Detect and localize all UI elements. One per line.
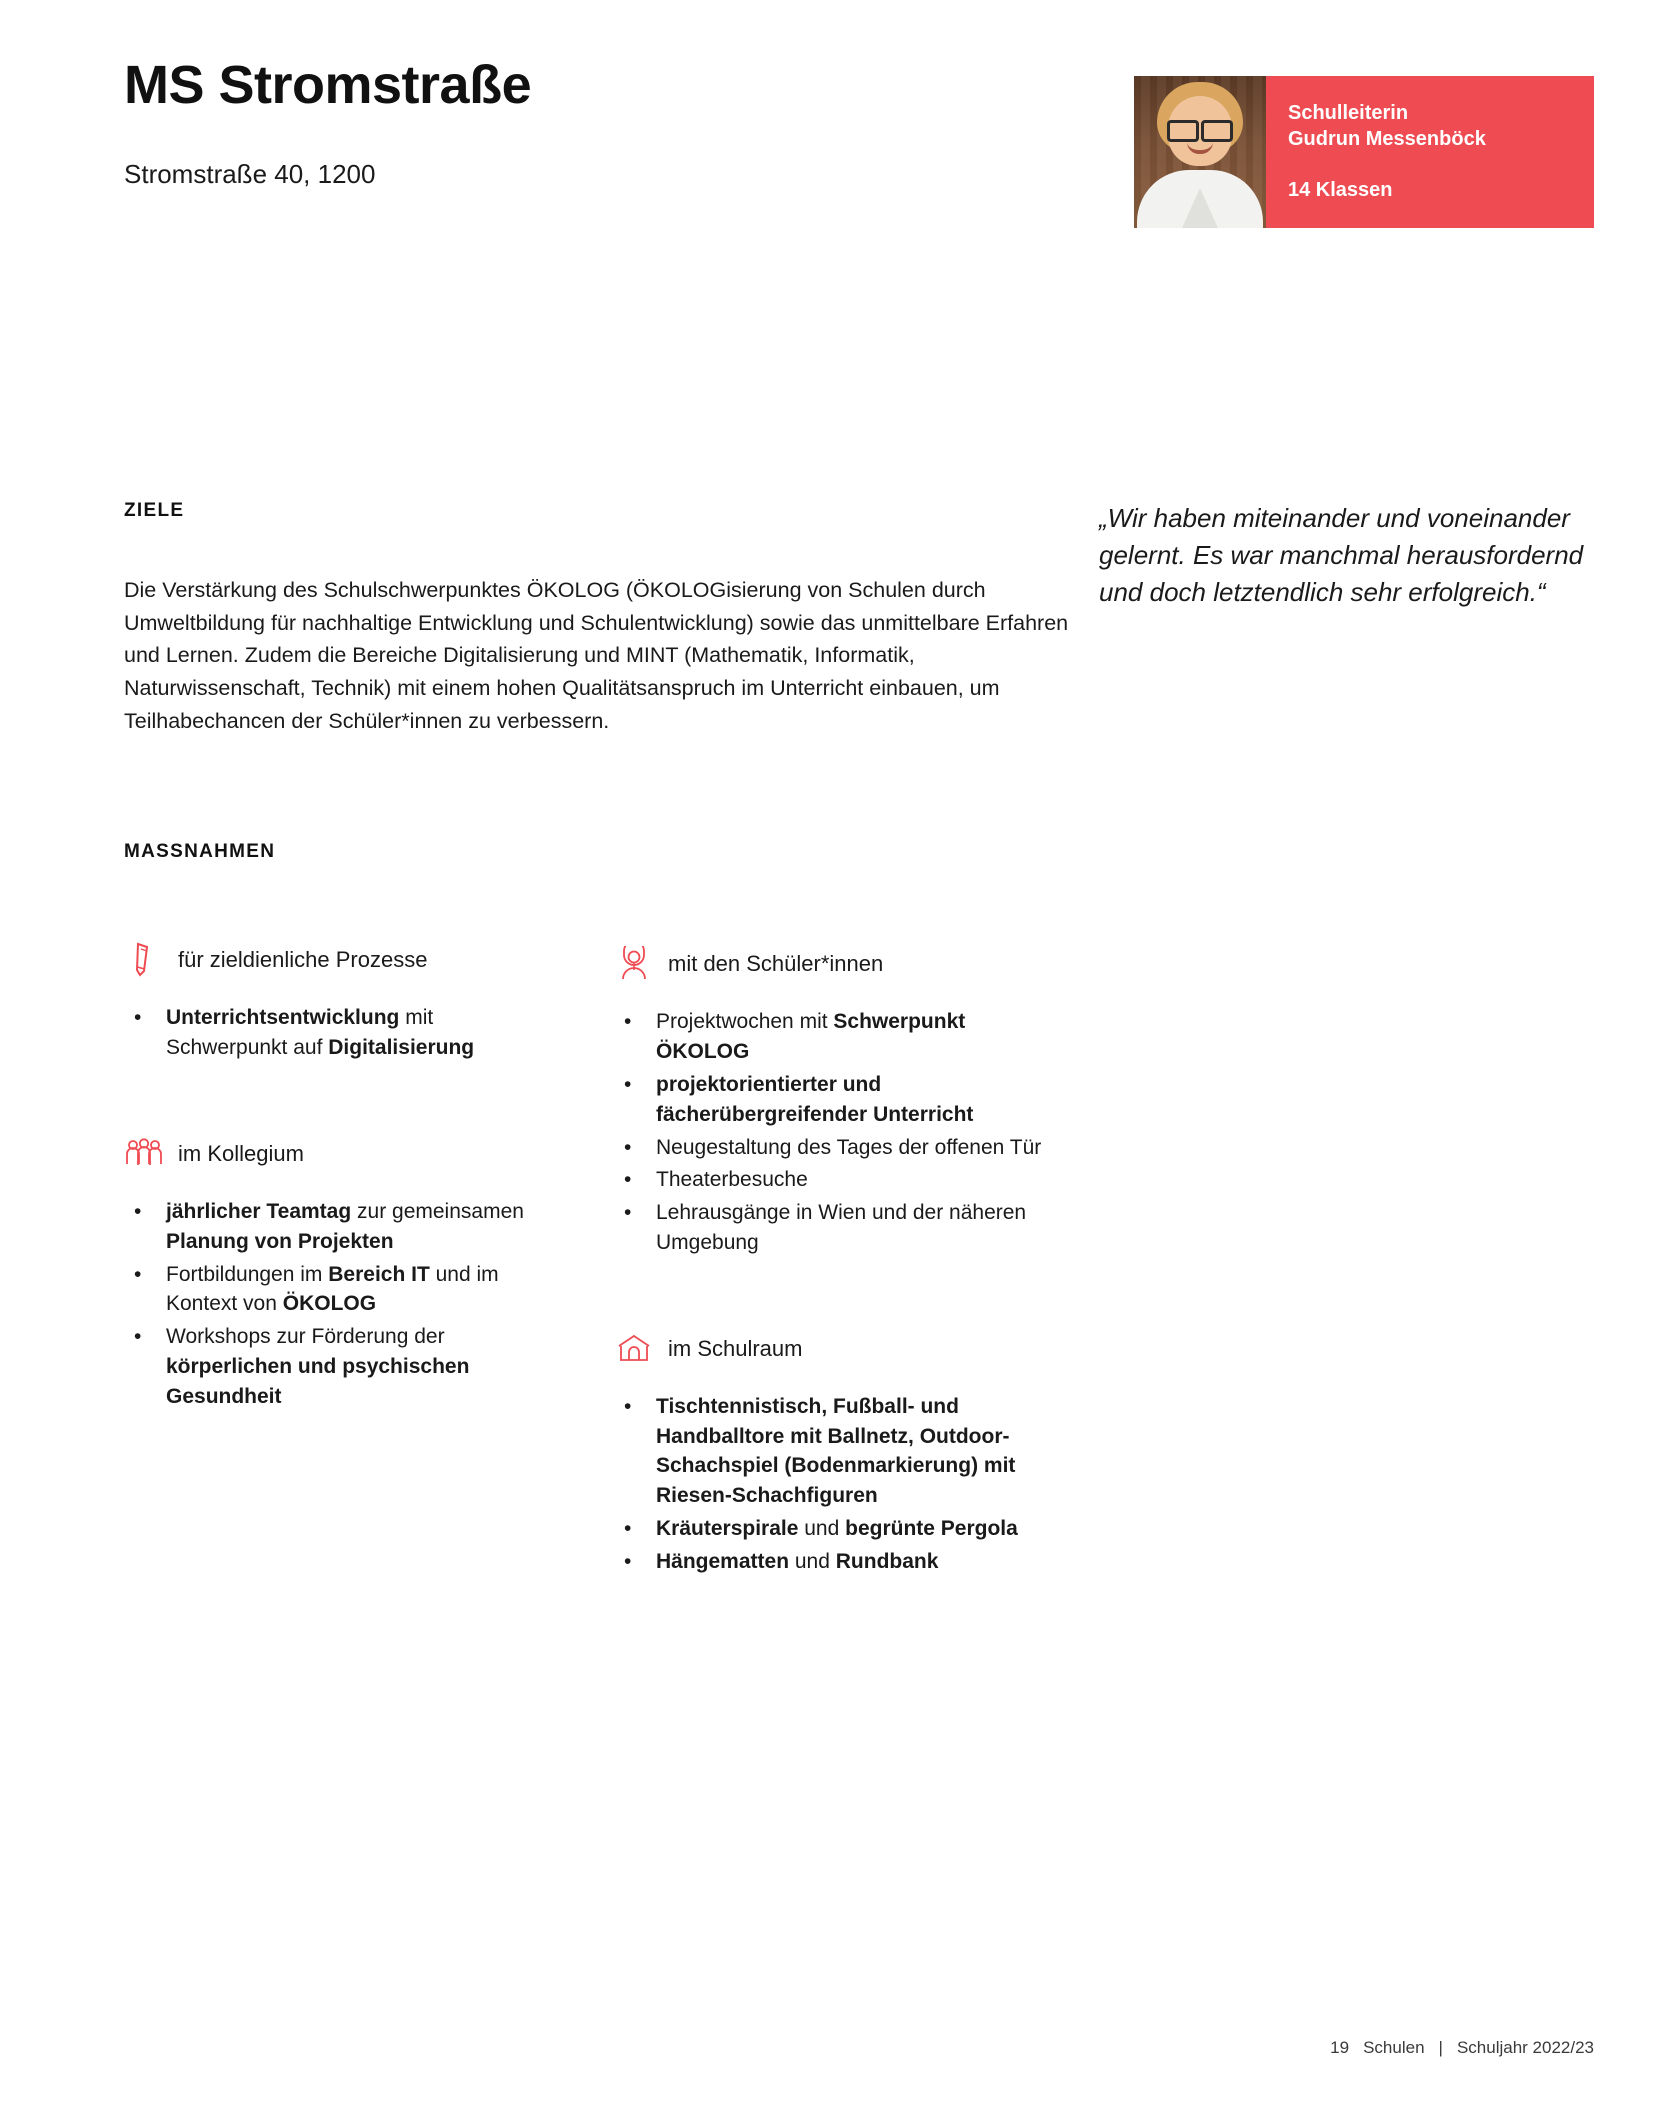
student-icon [614, 943, 654, 985]
measures-column-right [614, 943, 1044, 1622]
list-item: • jährlicher Teamtag zur gemeinsamen Planung von Projekten [124, 1197, 544, 1257]
measures-column-left [124, 939, 544, 1457]
list-item: • Fortbildungen im Bereich IT und im Kontext von ÖKOLOG [124, 1260, 544, 1320]
principal-name: Gudrun Messenböck [1288, 128, 1486, 151]
measure-group-header [124, 1133, 544, 1175]
list-item: • Kräuterspirale und begrünte Pergola [614, 1514, 1044, 1544]
principal-photo [1134, 76, 1266, 228]
photo-collar [1182, 188, 1218, 228]
list-item: • projektorientierter und fächerübergreifender Unterricht [614, 1070, 1044, 1130]
measure-group-school-space [614, 1328, 1044, 1577]
goals-text: Die Verstärkung des Schulschwerpunktes ÖKOLOG (ÖKOLOGisierung von Schulen durch Umweltbildung für nachhaltige Entwicklung und Schulentwicklung) sowie das unmittelbare Erfahren und Lernen. Zudem die Bereiche Digitalisierung und MINT (Mathematik, Informatik, Naturwissenschaft, Technik) mit einem hohen Qualitätsanspruch im Unterricht einbauen, um Teilhabechancen der Schüler*innen zu verbessern. [124, 578, 1069, 733]
measure-group-title: im Kollegium [178, 1140, 304, 1166]
page-footer [1330, 2038, 1594, 2058]
measure-group-staff [124, 1133, 544, 1412]
page-title: MS Stromstraße [124, 55, 532, 115]
principal-card [1134, 76, 1594, 228]
list-item: • Hängematten und Rundbank [614, 1547, 1044, 1577]
measure-list [614, 1007, 1044, 1258]
quote-block: „Wir haben miteinander und voneinander gelernt. Es war manchmal herausfordernd und doch letztendlich sehr erfolgreich.“ [1099, 503, 1584, 607]
list-item: • Workshops zur Förderung der körperlichen und psychischen Gesundheit [124, 1322, 544, 1411]
footer-separator: | [1438, 2038, 1443, 2057]
goals-label: ZIELE [124, 500, 185, 521]
principal-info [1266, 76, 1594, 228]
list-item: • Unterrichtsentwicklung mit Schwerpunkt auf Digitalisierung [124, 1003, 544, 1063]
list-item: • Neugestaltung des Tages der offenen Tür [614, 1133, 1044, 1163]
measure-group-header [124, 939, 544, 981]
measures-label: MASSNAHMEN [124, 841, 276, 863]
principal-role: Schulleiterin [1288, 102, 1409, 124]
list-item: • Lehrausgänge in Wien und der näheren Umgebung [614, 1198, 1044, 1258]
class-count-badge: 14 Klassen [1288, 178, 1393, 201]
glasses-icon [1167, 120, 1233, 136]
team-icon [124, 1133, 164, 1175]
measure-group-processes [124, 939, 544, 1063]
measure-group-title: mit den Schüler*innen [668, 951, 884, 977]
measure-list [614, 1392, 1044, 1577]
school-address: Stromstraße 40, 1200 [124, 159, 376, 190]
footer-year: Schuljahr 2022/23 [1456, 2038, 1594, 2057]
pencil-icon [124, 939, 164, 981]
school-building-icon [614, 1328, 654, 1370]
measure-group-title: im Schulraum [668, 1335, 803, 1361]
measures-columns [124, 939, 1084, 1699]
page-number: 19 [1330, 2038, 1350, 2057]
measure-group-header [614, 943, 1044, 985]
list-item: • Projektwochen mit Schwerpunkt ÖKOLOG [614, 1007, 1044, 1067]
measure-group-students [614, 943, 1044, 1258]
list-item: • Tischtennistisch, Fußball- und Handballtore mit Ballnetz, Outdoor-Schachspiel (Bodenmarkierung) mit Riesen-Schachfiguren [614, 1392, 1044, 1511]
measure-list [124, 1003, 544, 1063]
list-item: • Theaterbesuche [614, 1165, 1044, 1195]
page-content [124, 500, 1594, 1699]
measure-group-title: für zieldienliche Prozesse [178, 947, 428, 973]
measure-group-header [614, 1328, 1044, 1370]
footer-section: Schulen [1363, 2038, 1425, 2057]
measure-list [124, 1197, 544, 1412]
